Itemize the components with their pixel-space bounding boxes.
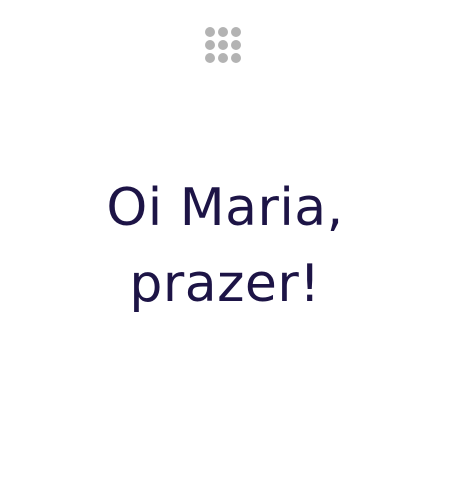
loader-dot xyxy=(231,27,241,37)
loading-dots-icon xyxy=(205,27,245,67)
loader-dot xyxy=(205,40,215,50)
loader-dot xyxy=(205,53,215,63)
loader-dot xyxy=(231,53,241,63)
greeting-message xyxy=(0,170,450,322)
loader-dot xyxy=(218,27,228,37)
loader-dot xyxy=(205,27,215,37)
loader-dot xyxy=(218,53,228,63)
loader-dot xyxy=(231,40,241,50)
greeting-line-2: prazer! xyxy=(129,254,321,314)
greeting-line-1: Oi Maria, xyxy=(106,178,344,238)
loader-dot xyxy=(218,40,228,50)
